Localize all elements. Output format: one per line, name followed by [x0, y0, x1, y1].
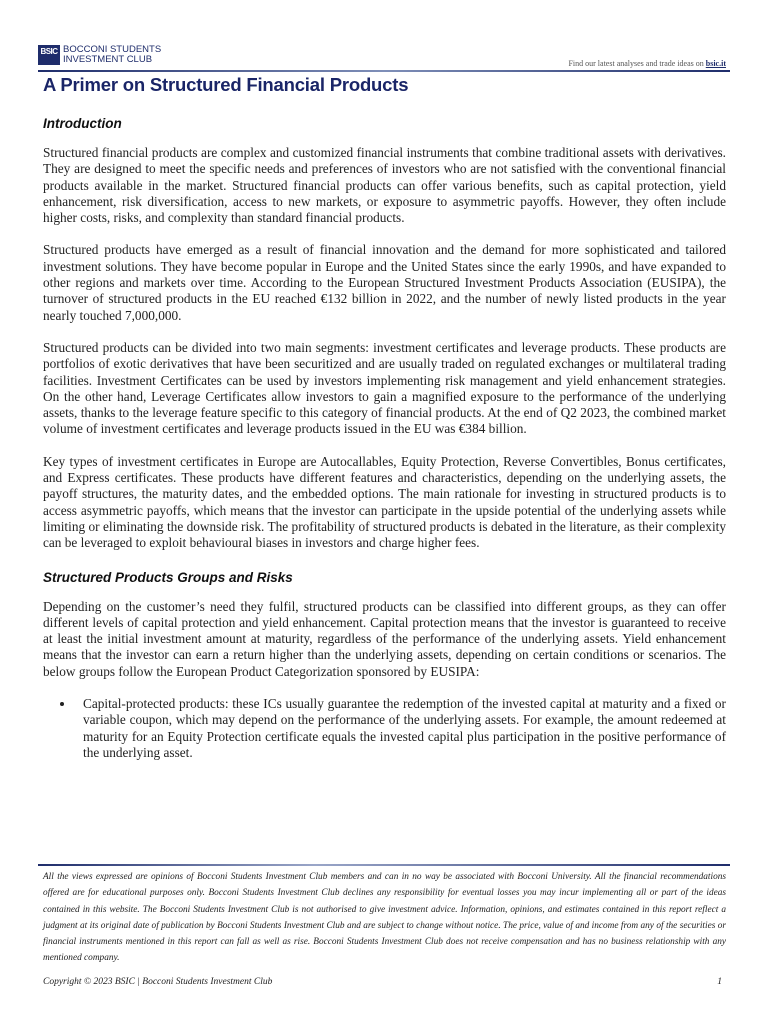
paragraph: Depending on the customer’s need they fulfil, structured products can be classified into different groups, as they can offer different levels of capital protection and yield enhancement. Capital protection means that the investor is guaranteed to receive at least the initial investment amount at maturity, regardless of the performance of the underlying assets. Yield enhancement means that the investor can earn a return higher than the underlying assets, depending on certain conditions or scenarios. The below groups follow the European Product Categorization sponsored by EUSIPA: — [43, 598, 726, 679]
logo-mark: BSIC — [38, 45, 60, 65]
logo-text — [63, 45, 161, 65]
paragraph: Structured financial products are complex and customized financial instruments that combine traditional assets with derivatives. They are designed to meet the specific needs and preferences of investors who are not satisfied with the conventional financial products available in the market. Structured financial products can offer various benefits, such as capital protection, yield enhancement, risk diversification, access to new markets, or exposure to asymmetric payoffs. However, they often include higher costs, risks, and complexity than standard financial products. — [43, 145, 726, 226]
logo-line2: INVESTMENT CLUB — [63, 54, 153, 65]
section-heading: Structured Products Groups and Risks — [43, 569, 293, 585]
bsic-link[interactable]: bsic.it — [705, 59, 726, 68]
logo-line1: BOCCONI STUDENTS — [63, 44, 162, 55]
bullet-item: • Capital-protected products: these ICs usually guarantee the redemption of the invested capital at maturity and a fixed or variable coupon, which may depend on the performance of the underlying assets. For example, the amount redeemed at maturity for an Equity Protection certificate equals the invested capital plus participation in the positive performance of the underlying asset. — [75, 696, 726, 761]
header-divider — [38, 70, 730, 72]
paragraph: Structured products can be divided into two main segments: investment certificates and leverage products. These products are portfolios of exotic derivatives that have been securitized and are usually traded on regulated exchanges or multilateral trading facilities. Investment Certificates can be used by investors implementing risk management and yield enhancement strategies. On the other hand, Leverage Certificates allow investors to gain a magnified exposure to the performance of the underlying assets, thanks to the leverage feature specific to this category of financial products. At the end of Q2 2023, the combined market volume of investment certificates and leverage products issued in the EU was €384 billion. — [43, 339, 726, 437]
copyright: Copyright © 2023 BSIC | Bocconi Students Investment Club — [43, 977, 273, 987]
bsic-logo — [38, 45, 161, 65]
footer-divider — [38, 864, 730, 866]
header-tagline — [568, 59, 726, 68]
page-number: 1 — [717, 977, 722, 987]
tagline-text: Find our latest analyses and trade ideas on — [568, 59, 704, 68]
disclaimer: All the views expressed are opinions of Bocconi Students Investment Club members and can in no way be associated with Bocconi University. All the financial recommendations offered are for educational purposes only. Bocconi Students Investment Club declines any responsibility for eventual losses you may incur implementing all or part of the ideas contained in this website. The Bocconi Students Investment Club is not authorised to give investment advice. Information, opinions, and estimates contained in this report reflect a judgment at its original date of publication by Bocconi Students Investment Club and are subject to change without notice. The price, value of and income from any of the securities or financial instruments mentioned in this report can fall as well as rise. Bocconi Students Investment Club does not receive compensation and has no business relationship with any mentioned company. — [43, 872, 726, 964]
bullet-list — [43, 696, 726, 761]
page-title: A Primer on Structured Financial Products — [43, 74, 409, 95]
paragraph: Structured products have emerged as a result of financial innovation and the demand for more sophisticated and tailored investment solutions. They have become popular in Europe and the United States since the early 1990s, and have expanded to other regions and markets over time. According to the European Structured Investment Products Association (EUSIPA), the turnover of structured products in the EU reached €132 billion in 2022, and the number of newly listed products in the year nearly touched 7,000,000. — [43, 242, 726, 323]
document-body — [43, 114, 726, 761]
section-heading: Introduction — [43, 116, 122, 131]
paragraph: Key types of investment certificates in Europe are Autocallables, Equity Protection, Reverse Convertibles, Bonus certificates, and Express certificates. These products have different features and characteristics, depending on the underlying assets, the payoff structures, the maturity dates, and the embedded options. The main rationale for investing in structured products is to access asymmetric payoffs, which means that the investor can participate in the upside potential of the underlying assets while limiting or eliminating the downside risk. The profitability of structured products is debated in the literature, as their complexity can be leveraged to exploit behavioural biases in investors and charge higher fees. — [43, 453, 726, 551]
